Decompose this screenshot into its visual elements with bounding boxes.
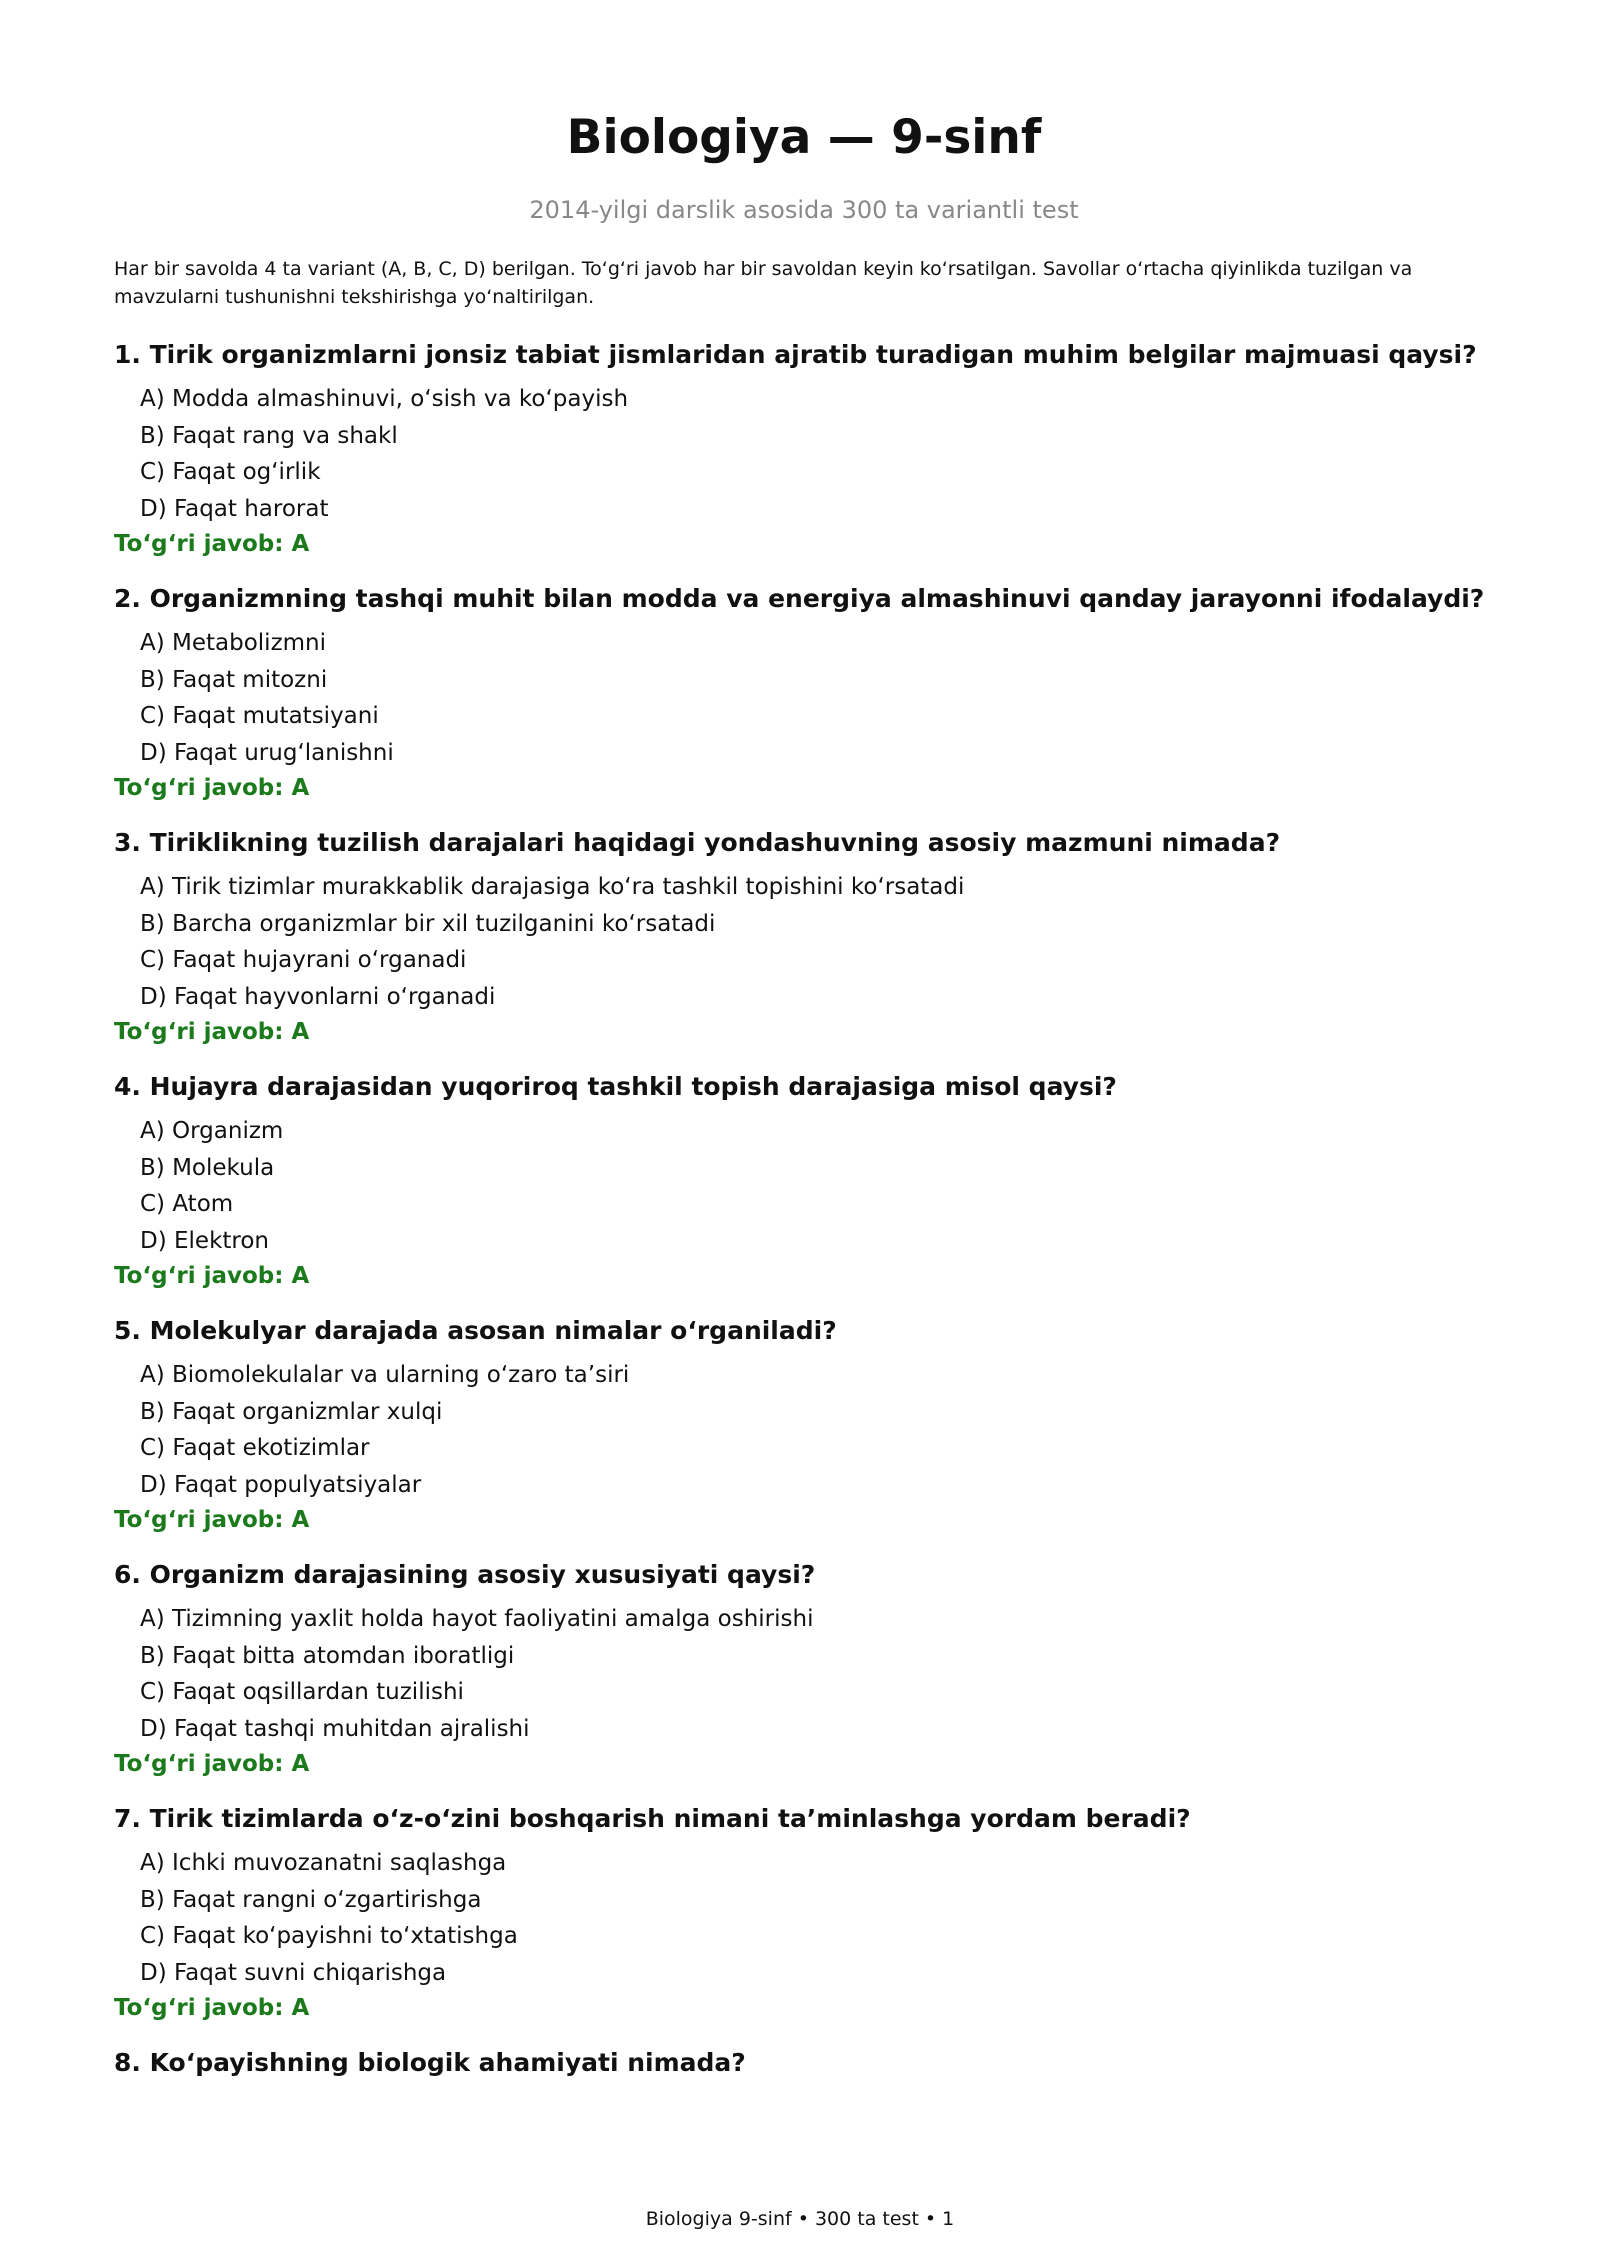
answer-option: B) Faqat mitozni <box>140 666 328 693</box>
answer-option: D) Faqat tashqi muhitdan ajralishi <box>140 1715 530 1742</box>
answer-option: B) Faqat rang va shakl <box>140 422 398 449</box>
question-text: 6. Organizm darajasining asosiy xususiyati qaysi? <box>114 1560 816 1590</box>
answer-option: D) Faqat populyatsiyalar <box>140 1471 422 1498</box>
answer-option: A) Organizm <box>140 1118 284 1145</box>
question-block <box>114 583 1494 805</box>
question-block <box>114 1559 1494 1781</box>
correct-answer: To‘g‘ri javob: A <box>114 1751 310 1778</box>
answer-option: C) Atom <box>140 1191 234 1218</box>
option-list <box>114 1601 1494 1747</box>
question-text: 1. Tirik organizmlarni jonsiz tabiat jismlaridan ajratib turadigan muhim belgilar majmuasi qaysi? <box>114 340 1477 370</box>
answer-option: C) Faqat mutatsiyani <box>140 703 379 730</box>
intro-paragraph: Har bir savolda 4 ta variant (A, B, C, D) berilgan. To‘g‘ri javob har bir savoldan keyin ko‘rsatilgan. Savollar o‘rtacha qiyinlikda tuzilgan va mavzularni tushunishni tekshirishga yo‘naltirilgan. <box>114 258 1413 309</box>
page-title: Biologiya — 9-sinf <box>566 110 1042 165</box>
answer-option: A) Ichki muvozanatni saqlashga <box>140 1850 507 1877</box>
option-list <box>114 869 1494 1015</box>
answer-option: D) Faqat harorat <box>140 495 329 522</box>
correct-answer: To‘g‘ri javob: A <box>114 531 310 558</box>
option-list <box>114 625 1494 771</box>
answer-option: C) Faqat oqsillardan tuzilishi <box>140 1679 464 1706</box>
question-text: 7. Tirik tizimlarda o‘z-o‘zini boshqarish nimani ta’minlashga yordam beradi? <box>114 1804 1191 1834</box>
option-list <box>114 1113 1494 1259</box>
question-text: 2. Organizmning tashqi muhit bilan modda va energiya almashinuvi qanday jarayonni ifodalaydi? <box>114 584 1485 614</box>
question-block <box>114 1071 1494 1293</box>
answer-option: C) Faqat hujayrani o‘rganadi <box>140 947 467 974</box>
answer-option: D) Faqat urug‘lanishni <box>140 739 394 766</box>
answer-option: A) Biomolekulalar va ularning o‘zaro ta’siri <box>140 1362 630 1389</box>
page-footer: Biologiya 9-sinf • 300 ta test • 1 <box>645 2208 955 2230</box>
correct-answer: To‘g‘ri javob: A <box>114 1507 310 1534</box>
option-list <box>114 1845 1494 1991</box>
answer-option: C) Faqat og‘irlik <box>140 459 321 486</box>
answer-option: B) Faqat bitta atomdan iboratligi <box>140 1642 515 1669</box>
answer-option: A) Modda almashinuvi, o‘sish va ko‘payish <box>140 386 629 413</box>
answer-option: D) Faqat hayvonlarni o‘rganadi <box>140 983 496 1010</box>
page-subtitle: 2014-yilgi darslik asosida 300 ta variantli test <box>529 196 1079 225</box>
answer-option: C) Faqat ekotizimlar <box>140 1435 370 1462</box>
option-list <box>114 381 1494 527</box>
answer-option: D) Faqat suvni chiqarishga <box>140 1959 447 1986</box>
answer-option: B) Faqat organizmlar xulqi <box>140 1398 443 1425</box>
question-text: 3. Tiriklikning tuzilish darajalari haqidagi yondashuvning asosiy mazmuni nimada? <box>114 828 1281 858</box>
option-list <box>114 1357 1494 1503</box>
question-block <box>114 2047 1494 2079</box>
question-block <box>114 827 1494 1049</box>
question-text: 4. Hujayra darajasidan yuqoriroq tashkil topish darajasiga misol qaysi? <box>114 1072 1117 1102</box>
question-block <box>114 339 1494 561</box>
question-block <box>114 1803 1494 2025</box>
answer-option: B) Faqat rangni o‘zgartirishga <box>140 1886 482 1913</box>
answer-option: C) Faqat ko‘payishni to‘xtatishga <box>140 1923 518 1950</box>
answer-option: A) Metabolizmni <box>140 630 327 657</box>
question-block <box>114 1315 1494 1537</box>
question-list <box>114 339 1494 2079</box>
correct-answer: To‘g‘ri javob: A <box>114 1263 310 1290</box>
correct-answer: To‘g‘ri javob: A <box>114 1995 310 2022</box>
answer-option: A) Tirik tizimlar murakkablik darajasiga ko‘ra tashkil topishini ko‘rsatadi <box>140 874 965 901</box>
answer-option: B) Molekula <box>140 1154 275 1181</box>
answer-option: D) Elektron <box>140 1227 270 1254</box>
question-text: 8. Ko‘payishning biologik ahamiyati nimada? <box>114 2048 746 2078</box>
question-text: 5. Molekulyar darajada asosan nimalar o‘rganiladi? <box>114 1316 837 1346</box>
correct-answer: To‘g‘ri javob: A <box>114 775 310 802</box>
answer-option: B) Barcha organizmlar bir xil tuzilganini ko‘rsatadi <box>140 910 716 937</box>
document-page <box>114 110 1494 2101</box>
answer-option: A) Tizimning yaxlit holda hayot faoliyatini amalga oshirishi <box>140 1606 814 1633</box>
correct-answer: To‘g‘ri javob: A <box>114 1019 310 1046</box>
